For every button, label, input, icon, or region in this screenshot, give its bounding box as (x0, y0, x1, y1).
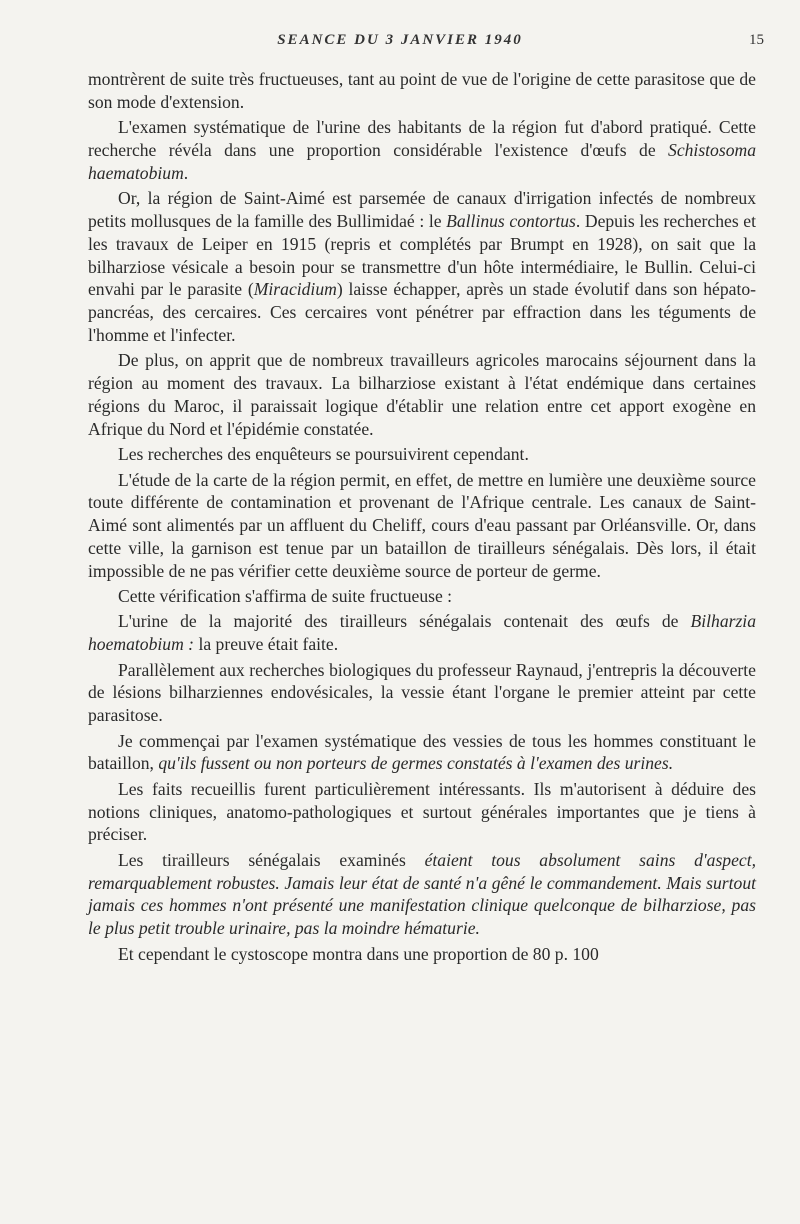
paragraph (88, 585, 756, 608)
text-run: Je commençai par l'examen systématique des vessies de tous les hommes constituant le bataillon, (88, 730, 756, 774)
paragraph (88, 730, 756, 776)
paragraph (88, 349, 756, 440)
paragraph (88, 659, 756, 727)
text-run: Cette vérification s'affirma de suite fructueuse : (118, 586, 453, 607)
italic-text: étaient tous absolument sains d'aspect, remarquablement robustes. Jamais leur état de santé n'a gêné le commandement. Mais surtout jamais ces hommes n'ont présenté une manifestation clinique quelconque de bilharziose, pas le plus petit trouble urinaire, pas la moindre hématurie. (88, 849, 756, 939)
text-run: Or, la région de Saint-Aimé est parsemée de canaux d'irrigation infectés de nombreux petits mollusques de la famille des Bullimidaé : le (88, 188, 756, 231)
text-run: De plus, on apprit que de nombreux travailleurs agricoles marocains séjournent dans la région au moment des travaux. La bilharziose existant à l'état endémique dans certaines régions du Maroc, il paraissait logique d'établir une relation entre cet apport exogène en Afrique du Nord et l'épidémie constatée. (88, 350, 756, 439)
text-run: montrèrent de suite très fructueuses, tant au point de vue de l'origine de cette parasitose que de son mode d'extension. (88, 69, 756, 112)
text-run: Et cependant le cystoscope montra dans une proportion de 80 p. 100 (118, 943, 599, 964)
text-run: L'examen systématique de l'urine des habitants de la région fut d'abord pratiqué. Cette recherche révéla dans une proportion considérable l'existence d'œufs de (88, 117, 756, 160)
text-run: Les tirailleurs sénégalais examinés (118, 849, 425, 870)
page-number: 15 (749, 32, 764, 48)
italic-text: Ballinus contortus (446, 210, 576, 231)
italic-text: Miracidium (253, 279, 337, 300)
text-run: . Depuis les recherches et les travaux de Leiper en 1915 (repris et complétés par Brumpt en 1928), on sait que la bilharziose vésicale a besoin pour se transmettre d'un hôte intermédiaire, le Bullin. Celui-ci envahi par le parasite ( (88, 210, 756, 300)
italic-text: Bilharzia hoematobium : (88, 611, 756, 655)
italic-text: qu'ils fussent ou non porteurs de germes constatés à l'examen des urines. (158, 753, 674, 774)
paragraph (88, 943, 756, 966)
paragraph (88, 469, 756, 583)
paragraph (88, 443, 756, 466)
paragraph (88, 610, 756, 656)
article-body (88, 68, 756, 965)
text-run: ) laisse échapper, après un stade évolutif dans son hépato-pancréas, des cercaires. Ces cercaires vont pénétrer par effraction dans les téguments de l'homme et l'infecter. (88, 279, 757, 345)
paragraph (88, 68, 756, 114)
running-head: SEANCE DU 3 JANVIER 1940 (277, 32, 523, 48)
paragraph (88, 187, 756, 347)
paragraph (88, 778, 756, 846)
text-run: la preuve était faite. (194, 634, 339, 655)
paragraph (88, 849, 756, 940)
text-run: Les faits recueillis furent particulièrement intéressants. Ils m'autorisent à déduire des notions cliniques, anatomo-pathologiques et surtout générales importantes que je tiens à préciser. (88, 778, 756, 845)
italic-text: Schistosoma haematobium (88, 139, 756, 183)
text-run: L'urine de la majorité des tirailleurs sénégalais contenait des œufs de (118, 611, 691, 632)
text-run: . (183, 162, 189, 183)
page-header (0, 32, 800, 56)
text-run: Parallèlement aux recherches biologiques du professeur Raynaud, j'entrepris la découverte de lésions bilharziennes endovésicales, la vessie étant l'organe le premier atteint par cette parasitose. (88, 659, 756, 726)
text-run: L'étude de la carte de la région permit, en effet, de mettre en lumière une deuxième source toute différente de contamination et provenant de l'Afrique centrale. Les canaux de Saint-Aimé sont alimentés par un affluent du Cheliff, cours d'eau passant par Orléansville. Or, dans cette ville, la garnison est tenue par un bataillon de tirailleurs sénégalais. Dès lors, il était impossible de ne pas vérifier cette deuxième source de porteur de germe. (88, 469, 756, 581)
paragraph (88, 116, 756, 184)
text-run: Les recherches des enquêteurs se poursuivirent cependant. (118, 444, 529, 465)
